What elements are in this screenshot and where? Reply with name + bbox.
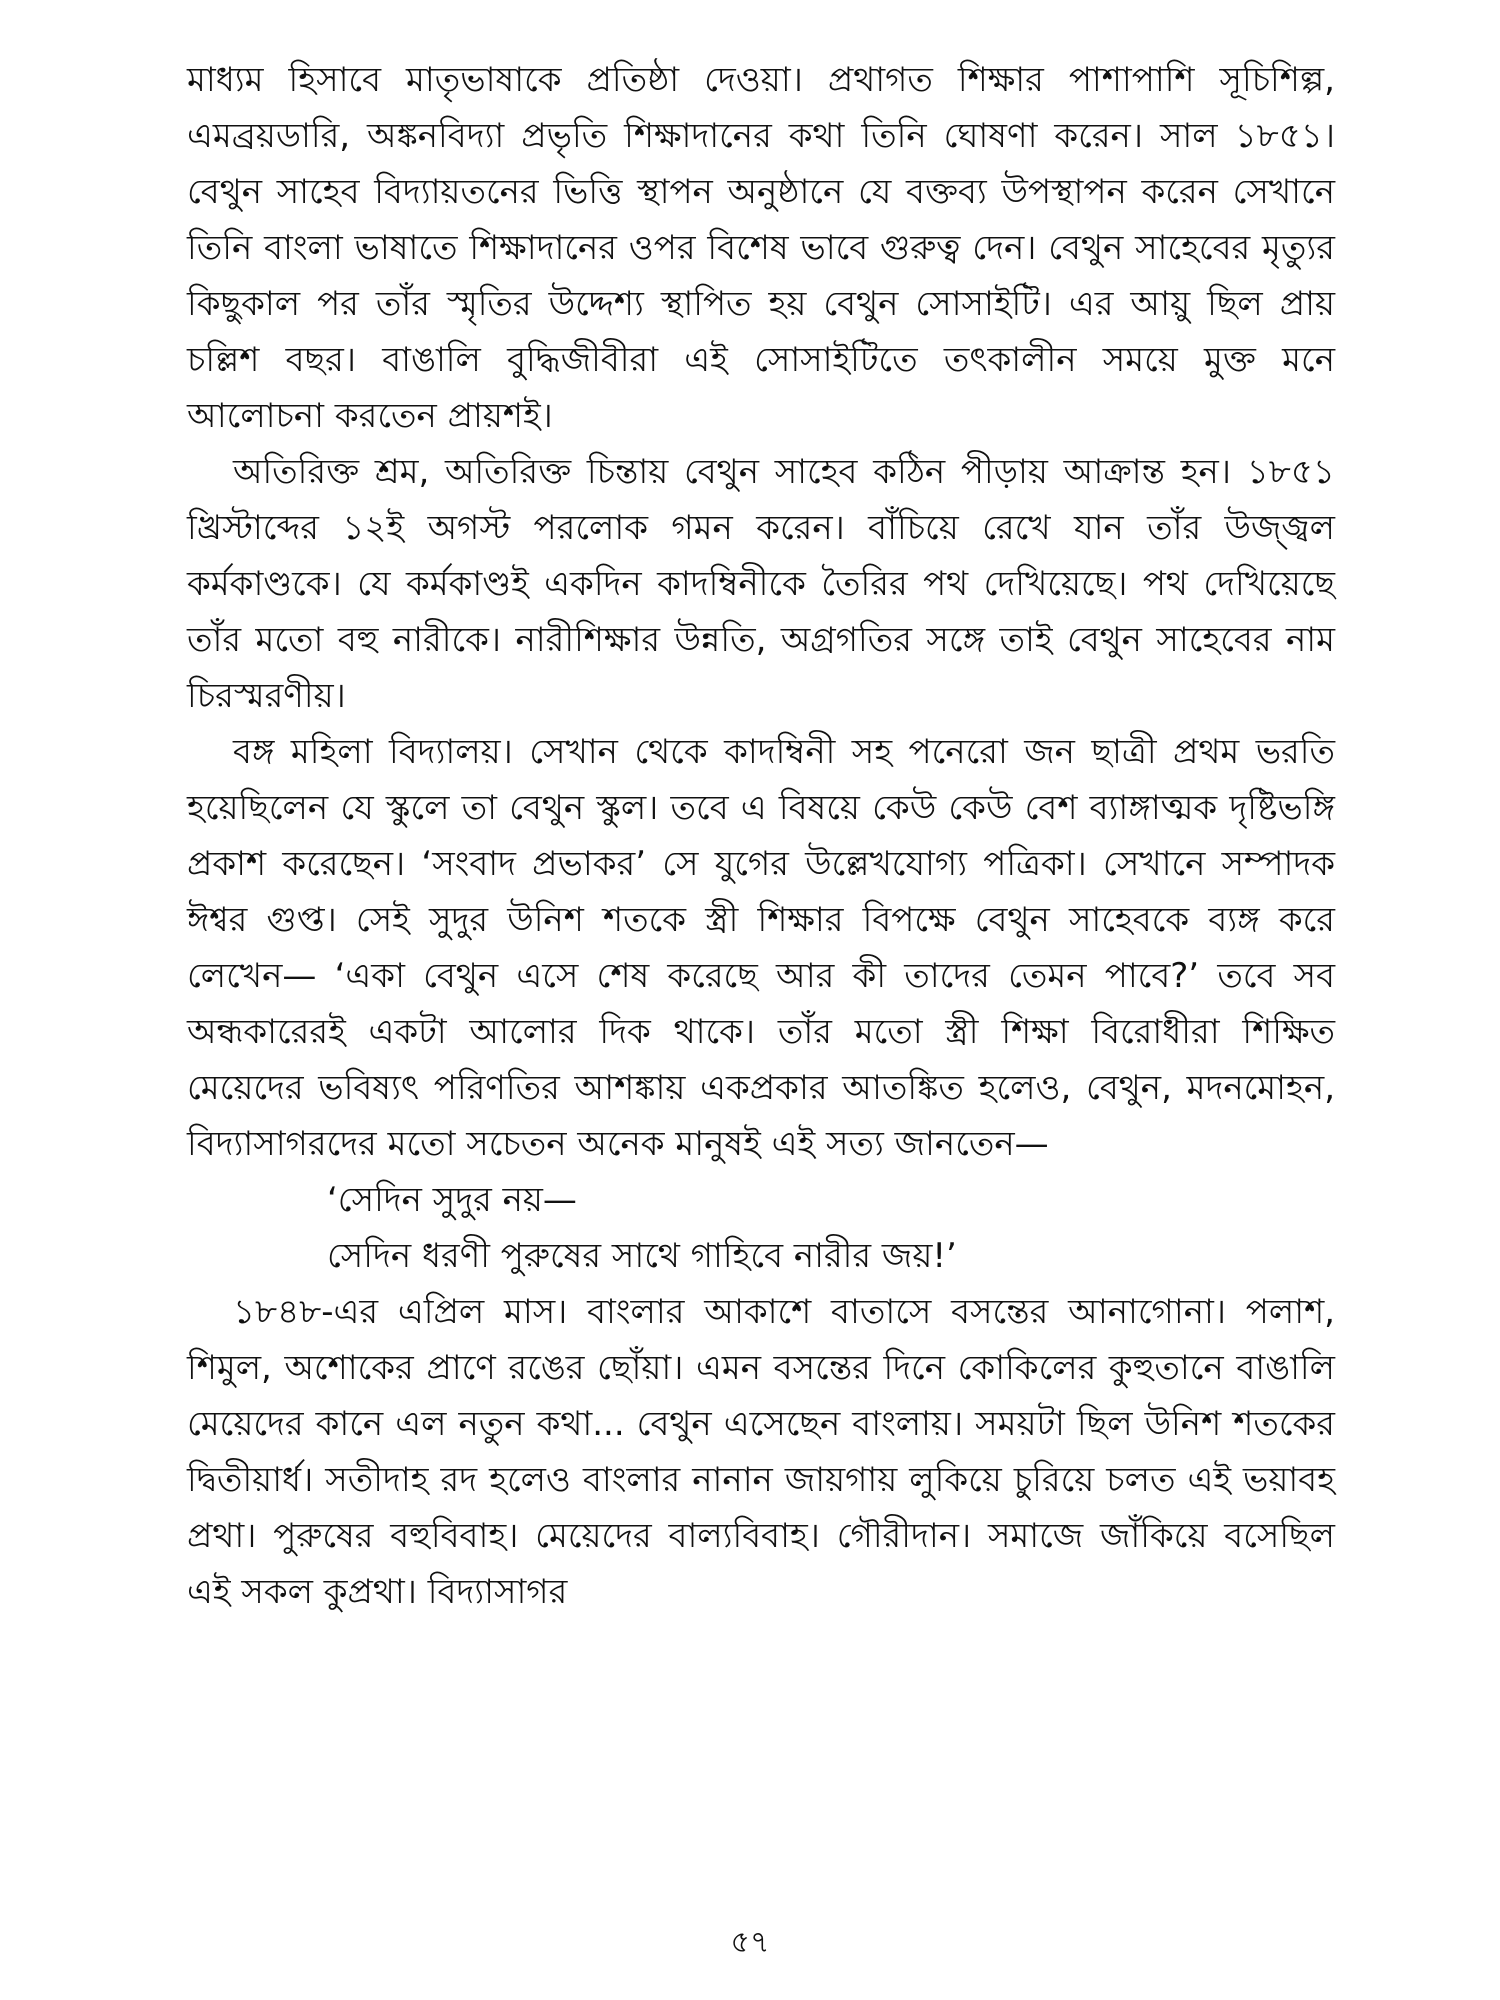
paragraph-1: মাধ্যম হিসাবে মাতৃভাষাকে প্রতিষ্ঠা দেওয়া। প্রথাগত শিক্ষার পাশাপাশি সূচিশিল্প, এমব্রয়ডারি, অঙ্কনবিদ্যা প্রভৃতি শিক্ষাদানের কথা তিনি ঘোষণা করেন। সাল ১৮৫১। বেথুন সাহেব বিদ্যায়তনের ভিত্তি স্থাপন অনুষ্ঠানে যে বক্তব্য উপস্থাপন করেন সেখানে তিনি বাংলা ভাষাতে শিক্ষাদানের ওপর বিশেষ ভাবে গুরুত্ব দেন। বেথুন সাহেবের মৃত্যুর কিছুকাল পর তাঁর স্মৃতির উদ্দেশ্য স্থাপিত হয় বেথুন সোসাইটি। এর আয়ু ছিল প্রায় চল্লিশ বছর। বাঙালি বুদ্ধিজীবীরা এই সোসাইটিতে তৎকালীন সময়ে মুক্ত মনে আলোচনা করতেন প্রায়শই।: [187, 60, 1335, 436]
verse-line-2: সেদিন ধরণী পুরুষের সাথে গাহিবে নারীর জয়!’: [327, 1236, 957, 1276]
body-text: [187, 52, 1335, 1620]
paragraph-4: ১৮৪৮-এর এপ্রিল মাস। বাংলার আকাশে বাতাসে বসন্তের আনাগোনা। পলাশ, শিমুল, অশোকের প্রাণে রঙের ছোঁয়া। এমন বসন্তের দিনে কোকিলের কুহুতানে বাঙালি মেয়েদের কানে এল নতুন কথা... বেথুন এসেছেন বাংলায়। সময়টা ছিল উনিশ শতকের দ্বিতীয়ার্ধ। সতীদাহ রদ হলেও বাংলার নানান জায়গায় লুকিয়ে চুরিয়ে চলত এই ভয়াবহ প্রথা। পুরুষের বহুবিবাহ। মেয়েদের বাল্যবিবাহ। গৌরীদান। সমাজে জাঁকিয়ে বসেছিল এই সকল কুপ্রথা। বিদ্যাসাগর: [187, 1292, 1335, 1612]
paragraph-3: বঙ্গ মহিলা বিদ্যালয়। সেখান থেকে কাদম্বিনী সহ পনেরো জন ছাত্রী প্রথম ভরতি হয়েছিলেন যে স্কুলে তা বেথুন স্কুল। তবে এ বিষয়ে কেউ কেউ বেশ ব্যাঙ্গাত্মক দৃষ্টিভঙ্গি প্রকাশ করেছেন। ‘সংবাদ প্রভাকর’ সে যুগের উল্লেখযোগ্য পত্রিকা। সেখানে সম্পাদক ঈশ্বর গুপ্ত। সেই সুদুর উনিশ শতকে স্ত্রী শিক্ষার বিপক্ষে বেথুন সাহেবকে ব্যঙ্গ করে লেখেন— ‘একা বেথুন এসে শেষ করেছে আর কী তাদের তেমন পাবে?’ তবে সব অন্ধকারেরই একটা আলোর দিক থাকে। তাঁর মতো স্ত্রী শিক্ষা বিরোধীরা শিক্ষিত মেয়েদের ভবিষ্যৎ পরিণতির আশঙ্কায় একপ্রকার আতঙ্কিত হলেও, বেথুন, মদনমোহন, বিদ্যাসাগরদের মতো সচেতন অনেক মানুষই এই সত্য জানতেন—: [187, 732, 1335, 1164]
verse-line-1: ‘সেদিন সুদুর নয়—: [327, 1180, 577, 1220]
page-number: ৫৭: [730, 1925, 770, 1960]
paragraph-2: অতিরিক্ত শ্রম, অতিরিক্ত চিন্তায় বেথুন সাহেব কঠিন পীড়ায় আক্রান্ত হন। ১৮৫১ খ্রিস্টাব্দের ১২ই অগস্ট পরলোক গমন করেন। বাঁচিয়ে রেখে যান তাঁর উজ্জ্বল কর্মকাণ্ডকে। যে কর্মকাণ্ডই একদিন কাদম্বিনীকে তৈরির পথ দেখিয়েছে। পথ দেখিয়েছে তাঁর মতো বহু নারীকে। নারীশিক্ষার উন্নতি, অগ্রগতির সঙ্গে তাই বেথুন সাহেবের নাম চিরস্মরণীয়।: [187, 452, 1335, 716]
